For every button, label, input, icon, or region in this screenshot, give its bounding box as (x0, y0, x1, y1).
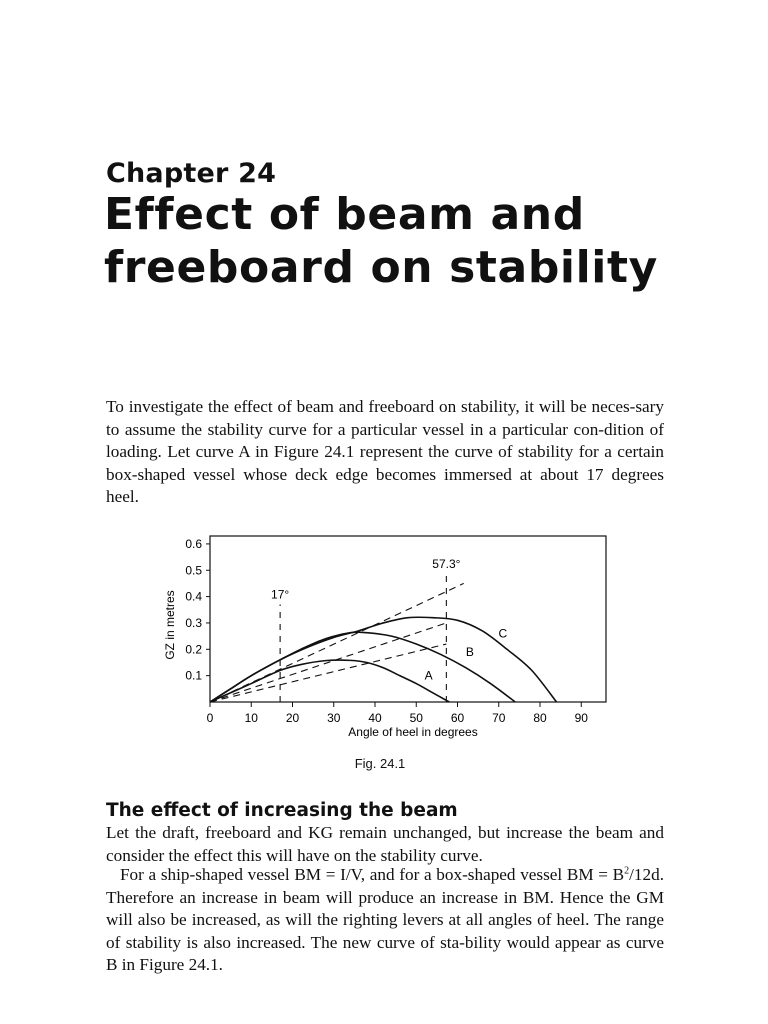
x-tick-label: 0 (206, 711, 214, 725)
y-tick-label: 0.6 (185, 536, 202, 551)
y-axis-label: GZ in metres (163, 590, 177, 660)
section-paragraph-1: Let the draft, freeboard and KG remain unchanged, but increase the beam and consider the effect this will have on the stability curve. (106, 823, 664, 865)
plot-frame (210, 536, 606, 702)
curve-label: C (498, 626, 508, 641)
x-tick-label: 70 (492, 711, 506, 725)
y-tick-label: 0.2 (185, 642, 202, 657)
x-tick-label: 10 (244, 711, 258, 725)
y-tick-label: 0.4 (185, 589, 202, 604)
stability-curve-figure (150, 528, 620, 748)
x-tick-label: 90 (574, 711, 588, 725)
tangent-line (210, 644, 446, 702)
figure-caption: Fig. 24.1 (354, 756, 406, 771)
reference-line-label: 57.3° (432, 557, 461, 572)
paragraph-2-text-a: For a ship-shaped vessel BM = I/V, and for a box-shaped vessel BM = B (120, 865, 625, 884)
curve-b (210, 632, 515, 702)
tangent-line (210, 623, 446, 702)
x-tick-label: 30 (327, 711, 341, 725)
chapter-label: Chapter 24 (106, 158, 277, 189)
section-paragraph-2 (106, 864, 664, 977)
section-heading: The effect of increasing the beam (106, 800, 458, 821)
stability-chart (150, 528, 620, 748)
curve-label: B (465, 644, 474, 659)
intro-paragraph: To investigate the effect of beam and freeboard on stability, it will be neces-sary to assume the stability curve for a particular vessel in a particular con-dition of loading. Let curve A in Figure 24.1 represent the curve of stability for a certain box-shaped vessel whose deck edge becomes immersed at about 17 degrees heel. (106, 397, 664, 506)
x-tick-label: 40 (368, 711, 382, 725)
x-tick-label: 80 (533, 711, 547, 725)
reference-line-label: 17° (271, 587, 290, 602)
chapter-title: Effect of beam and freeboard on stability (104, 189, 658, 293)
y-tick-label: 0.5 (185, 563, 202, 578)
curve-label: A (424, 668, 433, 683)
y-tick-label: 0.1 (185, 668, 202, 683)
superscript-two: 2 (624, 865, 630, 877)
curve-a (210, 660, 449, 702)
x-axis-label: Angle of heel in degrees (348, 725, 478, 739)
x-tick-label: 60 (450, 711, 465, 725)
x-tick-label: 20 (285, 711, 300, 725)
paragraph-2-text-b: /12d. Therefore an increase in beam will produce an increase in BM. Hence the GM will also be increased, as will the righting levers at all angles of heel. The range of stability is also increased. The new curve of sta-bility would appear as curve B in Figure 24.1. (106, 865, 664, 974)
y-tick-label: 0.3 (185, 615, 202, 630)
x-tick-label: 50 (409, 711, 423, 725)
